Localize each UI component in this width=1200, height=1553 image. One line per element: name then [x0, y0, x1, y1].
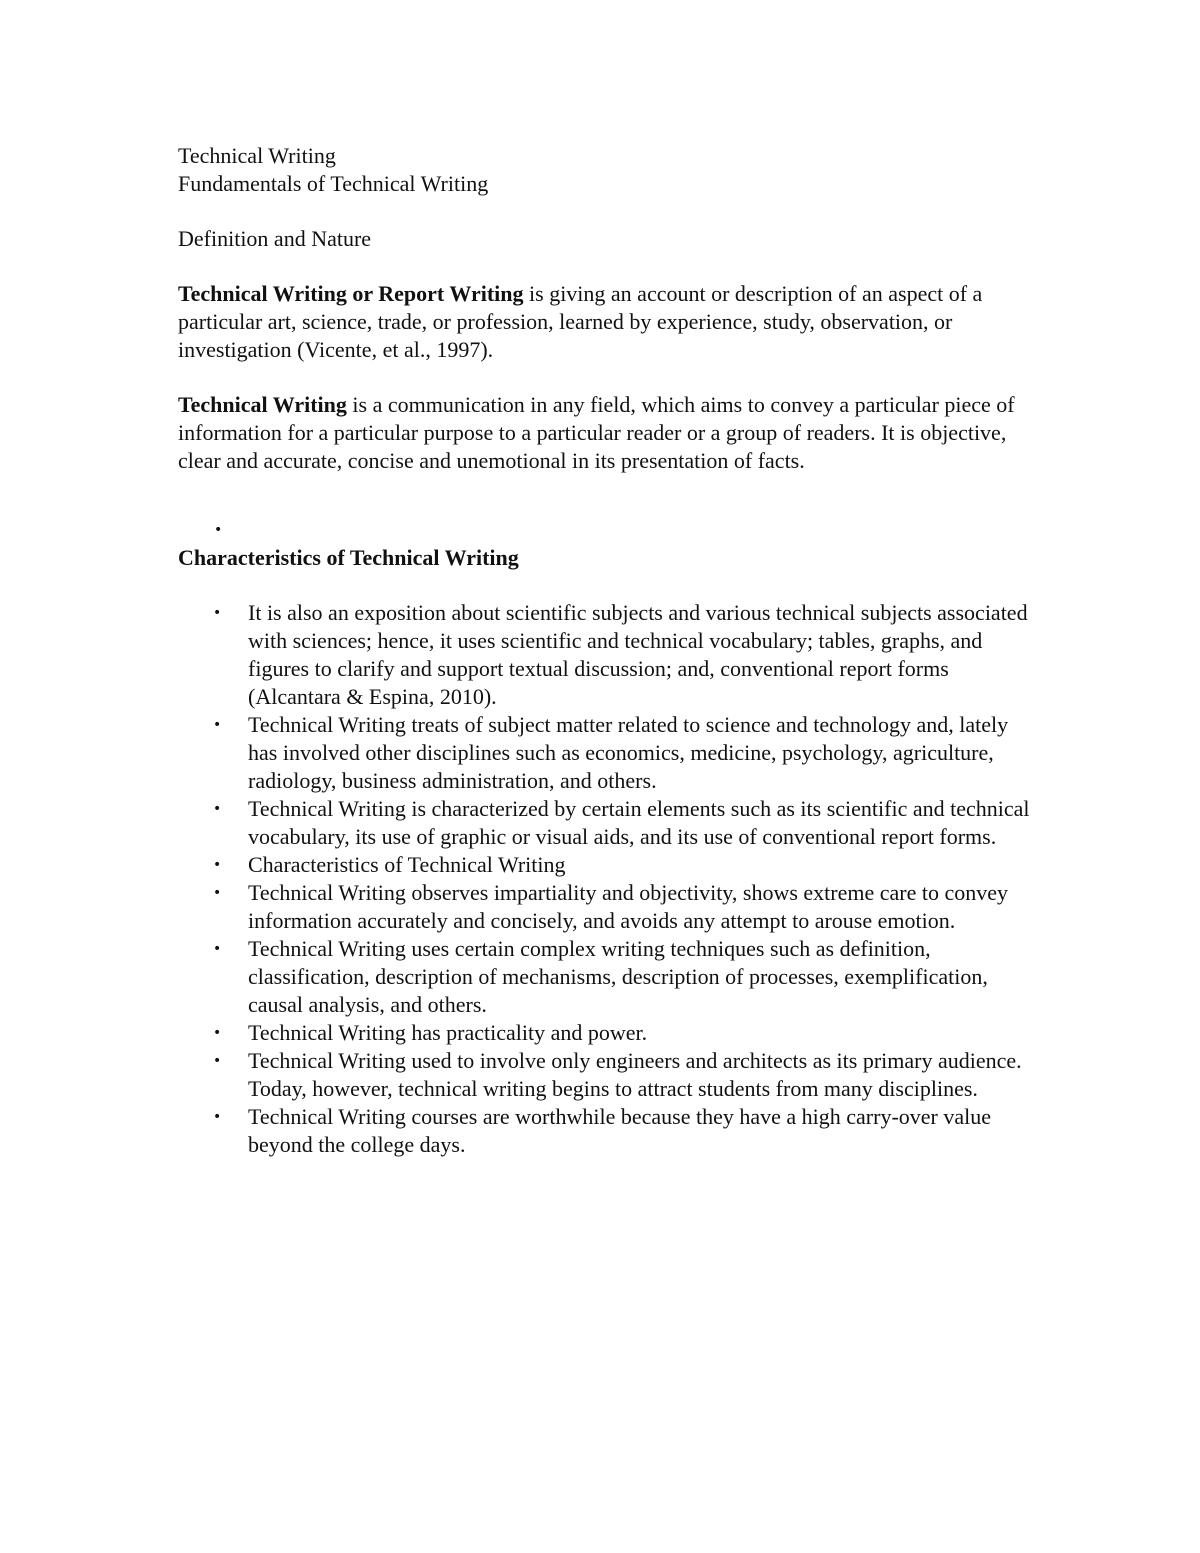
list-item-text: Technical Writing has practicality and power.: [248, 1020, 648, 1045]
list-item: [178, 1019, 1038, 1047]
definition-paragraph-1: [178, 280, 1038, 364]
bullet-icon: •: [213, 1053, 222, 1069]
bullet-icon: •: [213, 605, 222, 621]
definition-text-1: is giving an account or description of an aspect of a particular art, science, trade, or profession, learned by experience, study, observation, or investigation (Vicente, et al., 1997).: [178, 281, 983, 362]
document-subtitle: Fundamentals of Technical Writing: [178, 171, 489, 196]
definition-text-2: is a communication in any field, which aims to convey a particular piece of information for a particular purpose to a particular reader or a group of readers. It is objective, clear and accurate, concise and unemotional in its presentation of facts.: [178, 392, 1015, 473]
section-heading-characteristics: Characteristics of Technical Writing: [178, 545, 519, 570]
definition-term-2: Technical Writing: [178, 392, 347, 417]
bullet-icon: •: [213, 857, 222, 873]
definition-paragraph-2: [178, 391, 1038, 475]
spacer: [178, 198, 1038, 225]
spacer: [178, 253, 1038, 280]
bullet-icon: •: [213, 885, 222, 901]
section-heading-definition: Definition and Nature: [178, 226, 372, 251]
list-item-text: Technical Writing treats of subject matter related to science and technology and, lately has involved other disciplines such as economics, medicine, psychology, agriculture, radiology, business administration, and others.: [248, 712, 1009, 793]
list-item-text: Technical Writing observes impartiality and objectivity, shows extreme care to convey information accurately and concisely, and avoids any attempt to arouse emotion.: [248, 880, 1008, 933]
list-item-text: Technical Writing uses certain complex writing techniques such as definition, classification, description of mechanisms, description of processes, exemplification, causal analysis, and others.: [248, 936, 988, 1017]
spacer: [178, 364, 1038, 391]
list-item-text: It is also an exposition about scientific subjects and various technical subjects associated with sciences; hence, it uses scientific and technical vocabulary; tables, graphs, and figures to clarify and support textual discussion; and, conventional report forms (Alcantara & Espina, 2010).: [248, 600, 1028, 709]
spacer: [178, 475, 1038, 502]
bullet-icon: •: [214, 522, 223, 538]
bullet-icon: •: [213, 1109, 222, 1125]
list-item: [178, 935, 1038, 1019]
list-item-text: Technical Writing used to involve only engineers and architects as its primary audience. Today, however, technical writing begins to attract students from many disciplines.: [248, 1048, 1022, 1101]
characteristics-list: [178, 599, 1038, 1159]
document-page: [178, 142, 1038, 1159]
list-item: [178, 795, 1038, 851]
empty-bullet: [178, 516, 1038, 544]
list-item-text: Characteristics of Technical Writing: [248, 852, 566, 877]
list-item: [178, 711, 1038, 795]
list-item: [178, 879, 1038, 935]
bullet-icon: •: [213, 801, 222, 817]
list-item: [178, 851, 1038, 879]
document-title: Technical Writing: [178, 143, 336, 168]
bullet-icon: •: [213, 1025, 222, 1041]
list-item-text: Technical Writing is characterized by certain elements such as its scientific and technical vocabulary, its use of graphic or visual aids, and its use of conventional report forms.: [248, 796, 1030, 849]
list-item-text: Technical Writing courses are worthwhile because they have a high carry-over value beyond the college days.: [248, 1104, 992, 1157]
list-item: [178, 1047, 1038, 1103]
bullet-icon: •: [213, 941, 222, 957]
list-item: [178, 599, 1038, 711]
bullet-icon: •: [213, 717, 222, 733]
definition-term-1: Technical Writing or Report Writing: [178, 281, 524, 306]
list-item: [178, 1103, 1038, 1159]
